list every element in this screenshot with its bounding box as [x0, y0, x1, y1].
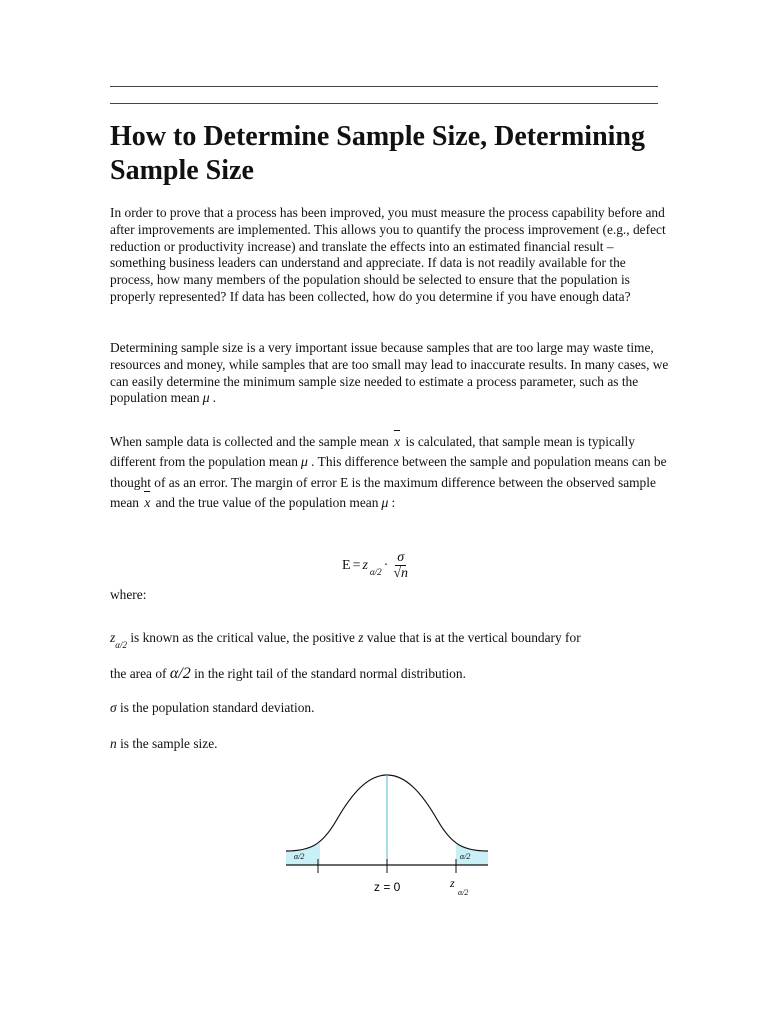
mu-symbol: μ [202, 391, 210, 407]
p2-text: Determining sample size is a very important issue because samples that are too large may waste time, resources and money, while samples that are too small may lead to inaccurate results. In many cases, we can easily determine the minimum sample size needed to estimate a process parameter, such as the population mean [110, 340, 669, 406]
n-symbol: n [110, 736, 117, 751]
left-tail-label: α/2 [294, 852, 305, 861]
right-label: z [450, 876, 455, 890]
n-text: is the sample size. [120, 736, 218, 751]
right-tail-label: α/2 [460, 852, 471, 861]
z-symbol-inline: z [358, 630, 364, 645]
critical-value-definition [110, 630, 670, 650]
formula-z: z [362, 557, 368, 573]
xbar-symbol: x [394, 432, 400, 452]
sample-size-paragraph [110, 340, 670, 408]
sigma-definition [110, 700, 670, 716]
formula-z-subscript: α/2 [369, 566, 382, 577]
p2-end: . [212, 390, 217, 406]
sigma-text: is the population standard deviation. [119, 700, 315, 715]
formula-fraction [393, 550, 408, 581]
p3-text-a: When sample data is collected and the sample mean [110, 434, 389, 449]
formula-equals: = [352, 557, 361, 573]
center-label: z = 0 [374, 880, 401, 894]
formula-sigma: σ [397, 550, 405, 565]
where-label: where: [110, 587, 147, 602]
p3-text-e: and the true value of the population mean [155, 495, 379, 510]
z-symbol: z [110, 630, 116, 645]
p3-text-d: is the maximum difference between the observed sample mean [110, 475, 656, 510]
critical-text-c: the area of [110, 666, 167, 681]
p3-text-c: . This difference between the sample and population means can be thought of as an error. The margin of error [110, 454, 667, 490]
right-label-subscript: α/2 [458, 888, 469, 897]
critical-text-b: value that is at the vertical boundary for [366, 630, 581, 645]
mu-symbol: μ [381, 496, 389, 511]
formula-dot: · [383, 557, 389, 573]
critical-text-d: in the right tail of the standard normal distribution. [194, 666, 466, 681]
n-definition [110, 736, 670, 752]
p3-end: : [391, 495, 396, 510]
page-title: How to Determine Sample Size, Determining Sample Size [110, 121, 645, 186]
sigma-symbol: σ [110, 700, 117, 715]
formula-sqrt-n: √n [393, 566, 409, 581]
margin-error-paragraph [110, 432, 670, 514]
margin-of-error-formula [342, 550, 408, 581]
mu-symbol: μ [300, 455, 308, 470]
second-rule [110, 103, 658, 104]
formula-E: E [342, 557, 351, 573]
p3-text-b: is calculated, that sample mean is typically different from the population mean [110, 434, 635, 469]
z-subscript: α/2 [115, 640, 127, 650]
error-symbol: E [340, 475, 349, 490]
critical-value-definition-cont [110, 665, 670, 683]
critical-text-a: is known as the critical value, the positive [130, 630, 355, 645]
xbar-symbol: x [144, 493, 150, 513]
intro-paragraph: In order to prove that a process has been improved, you must measure the process capability before and after improvements are implemented. This allows you to quantify the process improvement (e.g., defect reduction or productivity increase) and translate the effects into an estimated financial result – something business leaders can understand and appreciate. If data is not readily available for the process, how many members of the population should be selected to ensure that the population is properly represented? If data has been collected, how do you determine if you have enough data? [110, 205, 666, 304]
alpha-over-2: α/2 [169, 665, 191, 682]
normal-curve-figure [270, 765, 500, 905]
top-rule [110, 86, 658, 87]
